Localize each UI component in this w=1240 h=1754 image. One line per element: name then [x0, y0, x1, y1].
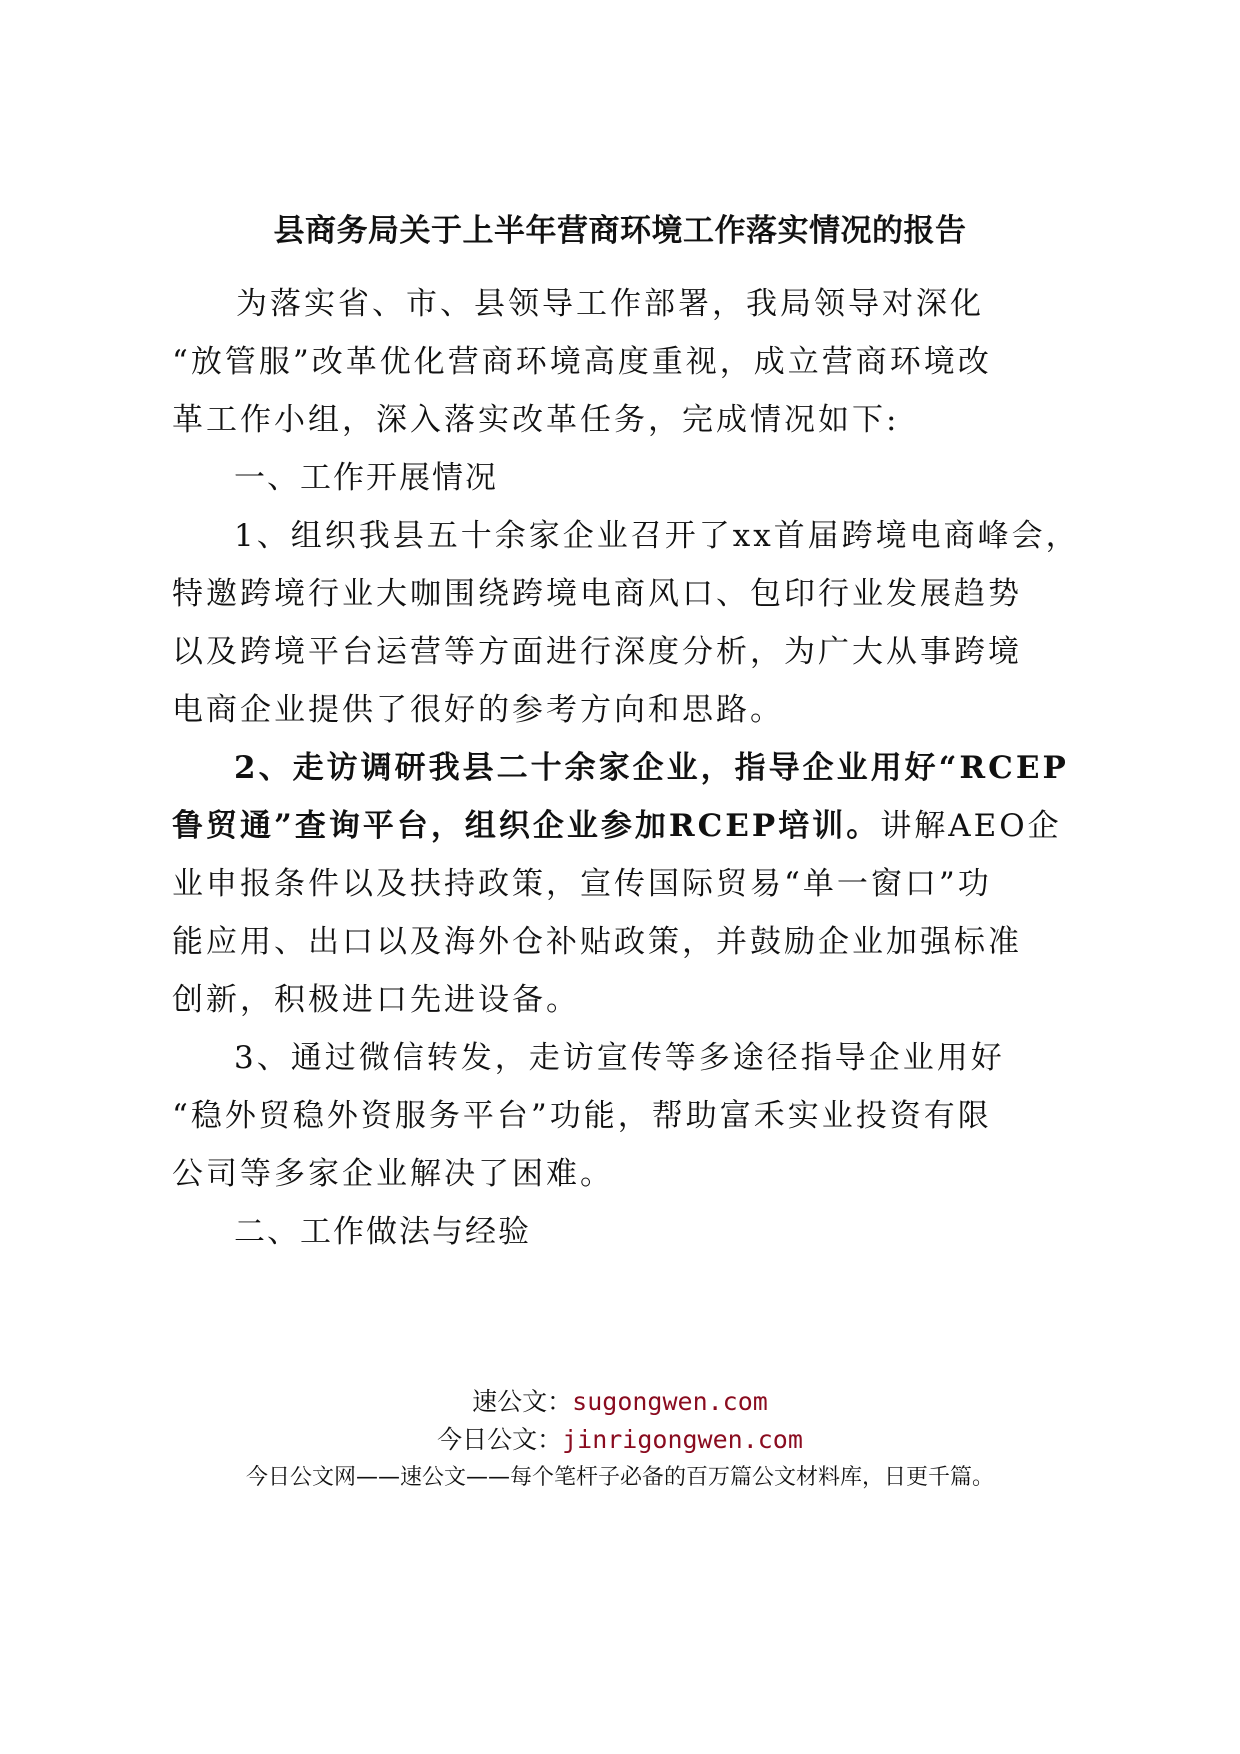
section-heading-1: 一、工作开展情况: [234, 460, 498, 496]
footer-link-jinrigongwen[interactable]: jinrigongwen.com: [562, 1425, 803, 1454]
footer-line-2: [0, 1420, 1240, 1456]
item1-line-4: 电商企业提供了很好的参考方向和思路。: [172, 692, 784, 728]
item2-line-3: 业申报条件以及扶持政策，宣传国际贸易“单一窗口”功: [172, 866, 992, 902]
footer-label-1: 速公文：: [472, 1387, 573, 1416]
section-heading-2: 二、工作做法与经验: [234, 1214, 531, 1250]
document-title: 县商务局关于上半年营商环境工作落实情况的报告: [273, 213, 967, 249]
intro-line-2: “放管服”改革优化营商环境高度重视，成立营商环境改: [172, 344, 992, 380]
item3-line-2: “稳外贸稳外资服务平台”功能，帮助富禾实业投资有限: [172, 1098, 992, 1134]
item2-line-2-rest: 讲解AEO企: [880, 808, 1062, 844]
footer-tagline: 今日公文网——速公文——每个笔杆子必备的百万篇公文材料库，日更千篇。: [245, 1465, 994, 1490]
footer-label-2: 今日公文：: [437, 1425, 563, 1454]
item3-line-3: 公司等多家企业解决了困难。: [172, 1156, 614, 1192]
intro-line-3: 革工作小组，深入落实改革任务，完成情况如下:: [172, 402, 900, 438]
item1-line-3: 以及跨境平台运营等方面进行深度分析，为广大从事跨境: [172, 634, 1022, 670]
item2-line-2: [172, 800, 1062, 845]
item2-line-1: 2、走访调研我县二十余家企业，指导企业用好“RCEP: [234, 750, 1069, 786]
item2-line-5: 创新，积极进口先进设备。: [172, 982, 580, 1018]
item1-line-2: 特邀跨境行业大咖围绕跨境电商风口、包印行业发展趋势: [172, 576, 1022, 612]
item3-line-1: 3、通过微信转发，走访宣传等多途径指导企业用好: [234, 1040, 1005, 1076]
item2-line-2-bold: 鲁贸通”查询平台，组织企业参加RCEP培训。: [172, 808, 881, 844]
item2-line-4: 能应用、出口以及海外仓补贴政策，并鼓励企业加强标准: [172, 924, 1022, 960]
item1-line-1: 1、组织我县五十余家企业召开了xx首届跨境电商峰会，: [234, 518, 1080, 554]
intro-line-1: 为落实省、市、县领导工作部署，我局领导对深化: [236, 286, 984, 322]
footer-link-sugongwen[interactable]: sugongwen.com: [572, 1387, 768, 1416]
footer-line-1: [0, 1382, 1240, 1418]
